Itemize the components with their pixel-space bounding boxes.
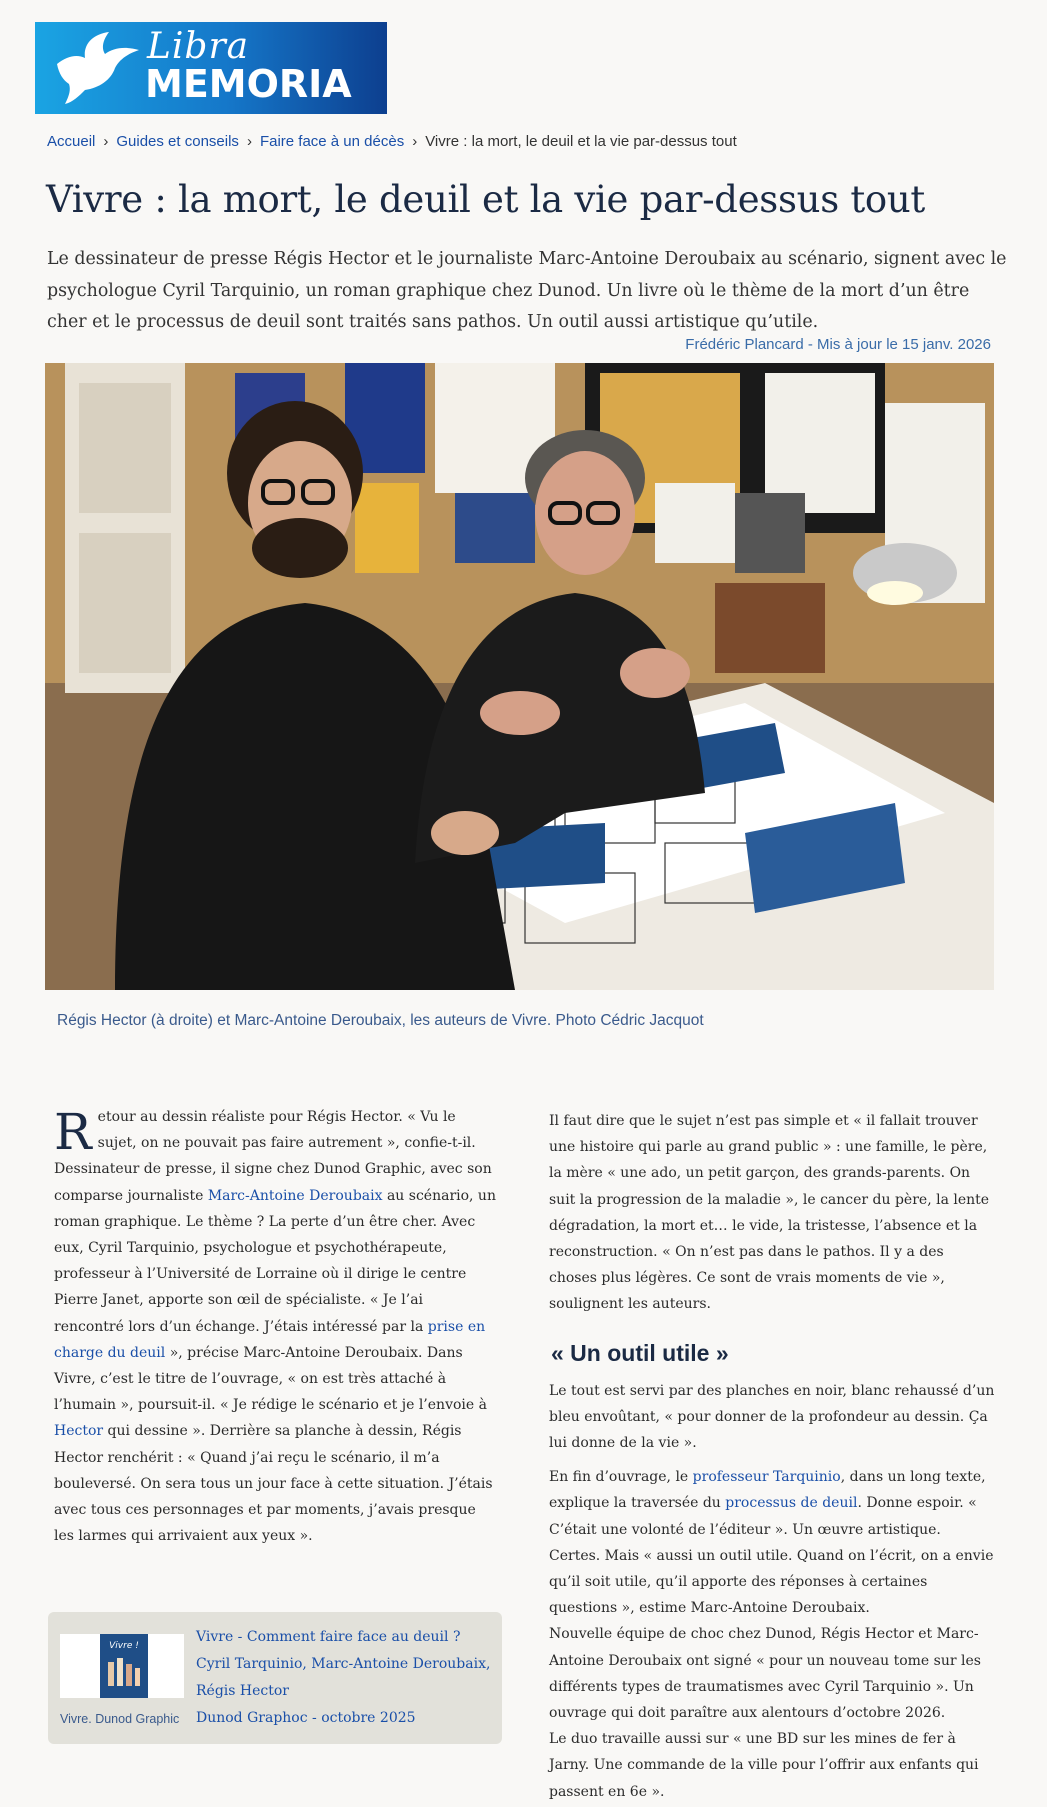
section-heading: « Un outil utile » — [551, 1339, 729, 1366]
book-cover-title: Vivre ! — [109, 1641, 139, 1651]
text-segment: », précise Marc-Antoine Deroubaix. Dans Vivre, c’est le titre de l’ouvrage, « on est très attaché à l’humain », poursuit-il. « Je rédige le scénario et je l’envoie à — [54, 1344, 487, 1414]
link-processus-de-deuil[interactable]: processus de deuil — [725, 1495, 858, 1512]
article-paragraph — [54, 1104, 496, 1549]
article-paragraph: Le tout est servi par des planches en noir, blanc rehaussé d’un bleu envoûtant, « pour donner de la profondeur au dessin. Ça lui donne de la vie ». — [549, 1382, 995, 1452]
breadcrumb — [47, 133, 737, 150]
article-paragraph: Le duo travaille aussi sur « une BD sur les mines de fer à Jarny. Une commande de la ville pour l’offrir aux enfants qui passent en 6e ». — [549, 1731, 979, 1800]
chevron-right-icon: › — [103, 133, 109, 150]
book-authors: Régis Hector — [196, 1683, 289, 1699]
book-title[interactable]: Vivre - Comment faire face au deuil ? — [196, 1629, 461, 1645]
text-segment: . Donne espoir. « C’était une volonté de l’éditeur ». Un œuvre artistique. Certes. Mais « aussi un outil utile. Quand on l’écrit, on a envie qu’il soit utile, qu’il apporte des réponses à certaines questions », estime Marc-Antoine Deroubaix. — [549, 1495, 994, 1617]
site-logo[interactable] — [35, 22, 387, 114]
book-info — [196, 1624, 496, 1732]
book-authors: Cyril Tarquinio, Marc-Antoine Deroubaix, — [196, 1656, 491, 1672]
text-segment: etour au dessin réaliste pour Régis Hector. « Vu le sujet, on ne pouvait pas faire autrement », confie-t-il. Dessinateur de presse, il signe chez Dunod Graphic, avec son comparse journaliste — [54, 1109, 492, 1204]
article-lead: Le dessinateur de presse Régis Hector et le journaliste Marc-Antoine Deroubaix au scénario, signent avec le psychologue Cyril Tarquinio, un roman graphique chez Dunod. Un livre où le thème de la mort d’un être cher et le processus de deuil sont traités sans pathos. Un outil aussi artistique qu’utile. — [47, 249, 1007, 332]
logo-line-libra: Libra — [147, 26, 250, 67]
page-title: Vivre : la mort, le deuil et la vie par-dessus tout — [46, 178, 925, 221]
article-paragraph: Il faut dire que le sujet n’est pas simple et « il fallait trouver une histoire qui parle au grand public » : une famille, le père, la mère « une ado, un petit garçon, des grands-parents. On suit la progression de la maladie », le cancer du père, la lente dégradation, la mort et… le vide, la tristesse, l’absence et la reconstruction. « On n’est pas dans le pathos. Il y a des choses plus légères. Ce sont de vrais moments de vie », soulignent les auteurs. — [549, 1113, 990, 1313]
logo-line-memoria: MEMORIA — [145, 62, 352, 106]
breadcrumb-current: Vivre : la mort, le deuil et la vie par-dessus tout — [425, 133, 737, 150]
dove-icon — [53, 30, 143, 106]
book-cover — [100, 1634, 148, 1698]
breadcrumb-home[interactable]: Accueil — [47, 133, 96, 150]
photo-caption: Régis Hector (à droite) et Marc-Antoine Deroubaix, les auteurs de Vivre. Photo Cédric Jacquot — [57, 1012, 704, 1029]
breadcrumb-guides[interactable]: Guides et conseils — [116, 133, 239, 150]
link-deroubaix[interactable]: Marc-Antoine Deroubaix — [207, 1187, 383, 1204]
link-hector[interactable]: Hector — [54, 1423, 104, 1440]
article-paragraph — [549, 1464, 995, 1621]
text-segment: , dans un long texte, explique la traversée du — [549, 1469, 986, 1512]
link-prise-en-charge-deuil[interactable]: prise en charge du deuil — [54, 1318, 486, 1361]
book-cover-thumbnail — [60, 1634, 184, 1698]
chevron-right-icon: › — [246, 133, 252, 150]
book-publisher: Dunod Graphoc - octobre 2025 — [196, 1710, 416, 1726]
text-segment: au scénario, un roman graphique. Le thème ? La perte d’un être cher. Avec eux, Cyril Tarquinio, psychologue et psychothérapeute, professeur à l’Université de Lorraine où il dirige le centre Pierre Janet, apporte son œil de spécialiste. « Je l’ai rencontré lors d’un échange. J’étais intéressé par la — [54, 1187, 496, 1335]
book-thumbnail-caption: Vivre. Dunod Graphic — [60, 1712, 180, 1726]
article-byline: Frédéric Plancard - Mis à jour le 15 janv. 2026 — [685, 336, 991, 353]
book-card[interactable] — [48, 1612, 502, 1744]
article-photo — [45, 363, 994, 990]
photo-illustration — [45, 363, 994, 990]
article-column-right — [549, 1108, 995, 1805]
article-column-left — [54, 1104, 496, 1549]
chevron-right-icon: › — [412, 133, 418, 150]
article-paragraph: Nouvelle équipe de choc chez Dunod, Régis Hector et Marc-Antoine Deroubaix ont signé « pour un nouveau tome sur les différents types de traumatismes avec Cyril Tarquinio ». Un ouvrage qui doit paraître aux alentours d’octobre 2026. — [549, 1626, 981, 1722]
link-professeur-tarquinio[interactable]: professeur Tarquinio — [692, 1469, 841, 1486]
breadcrumb-deces[interactable]: Faire face à un décès — [259, 133, 405, 150]
text-segment: qui dessine ». Derrière sa planche à dessin, Régis Hector renchérit : « Quand j’ai reçu le scénario, il m’a bouleversé. On sera tous un jour face à cette situation. J’étais avec tous ces personnages et par moments, j’avais presque les larmes qui arrivaient aux yeux ». — [54, 1423, 493, 1545]
text-segment: En fin d’ouvrage, le — [549, 1469, 693, 1486]
drop-cap: R — [54, 1103, 92, 1161]
